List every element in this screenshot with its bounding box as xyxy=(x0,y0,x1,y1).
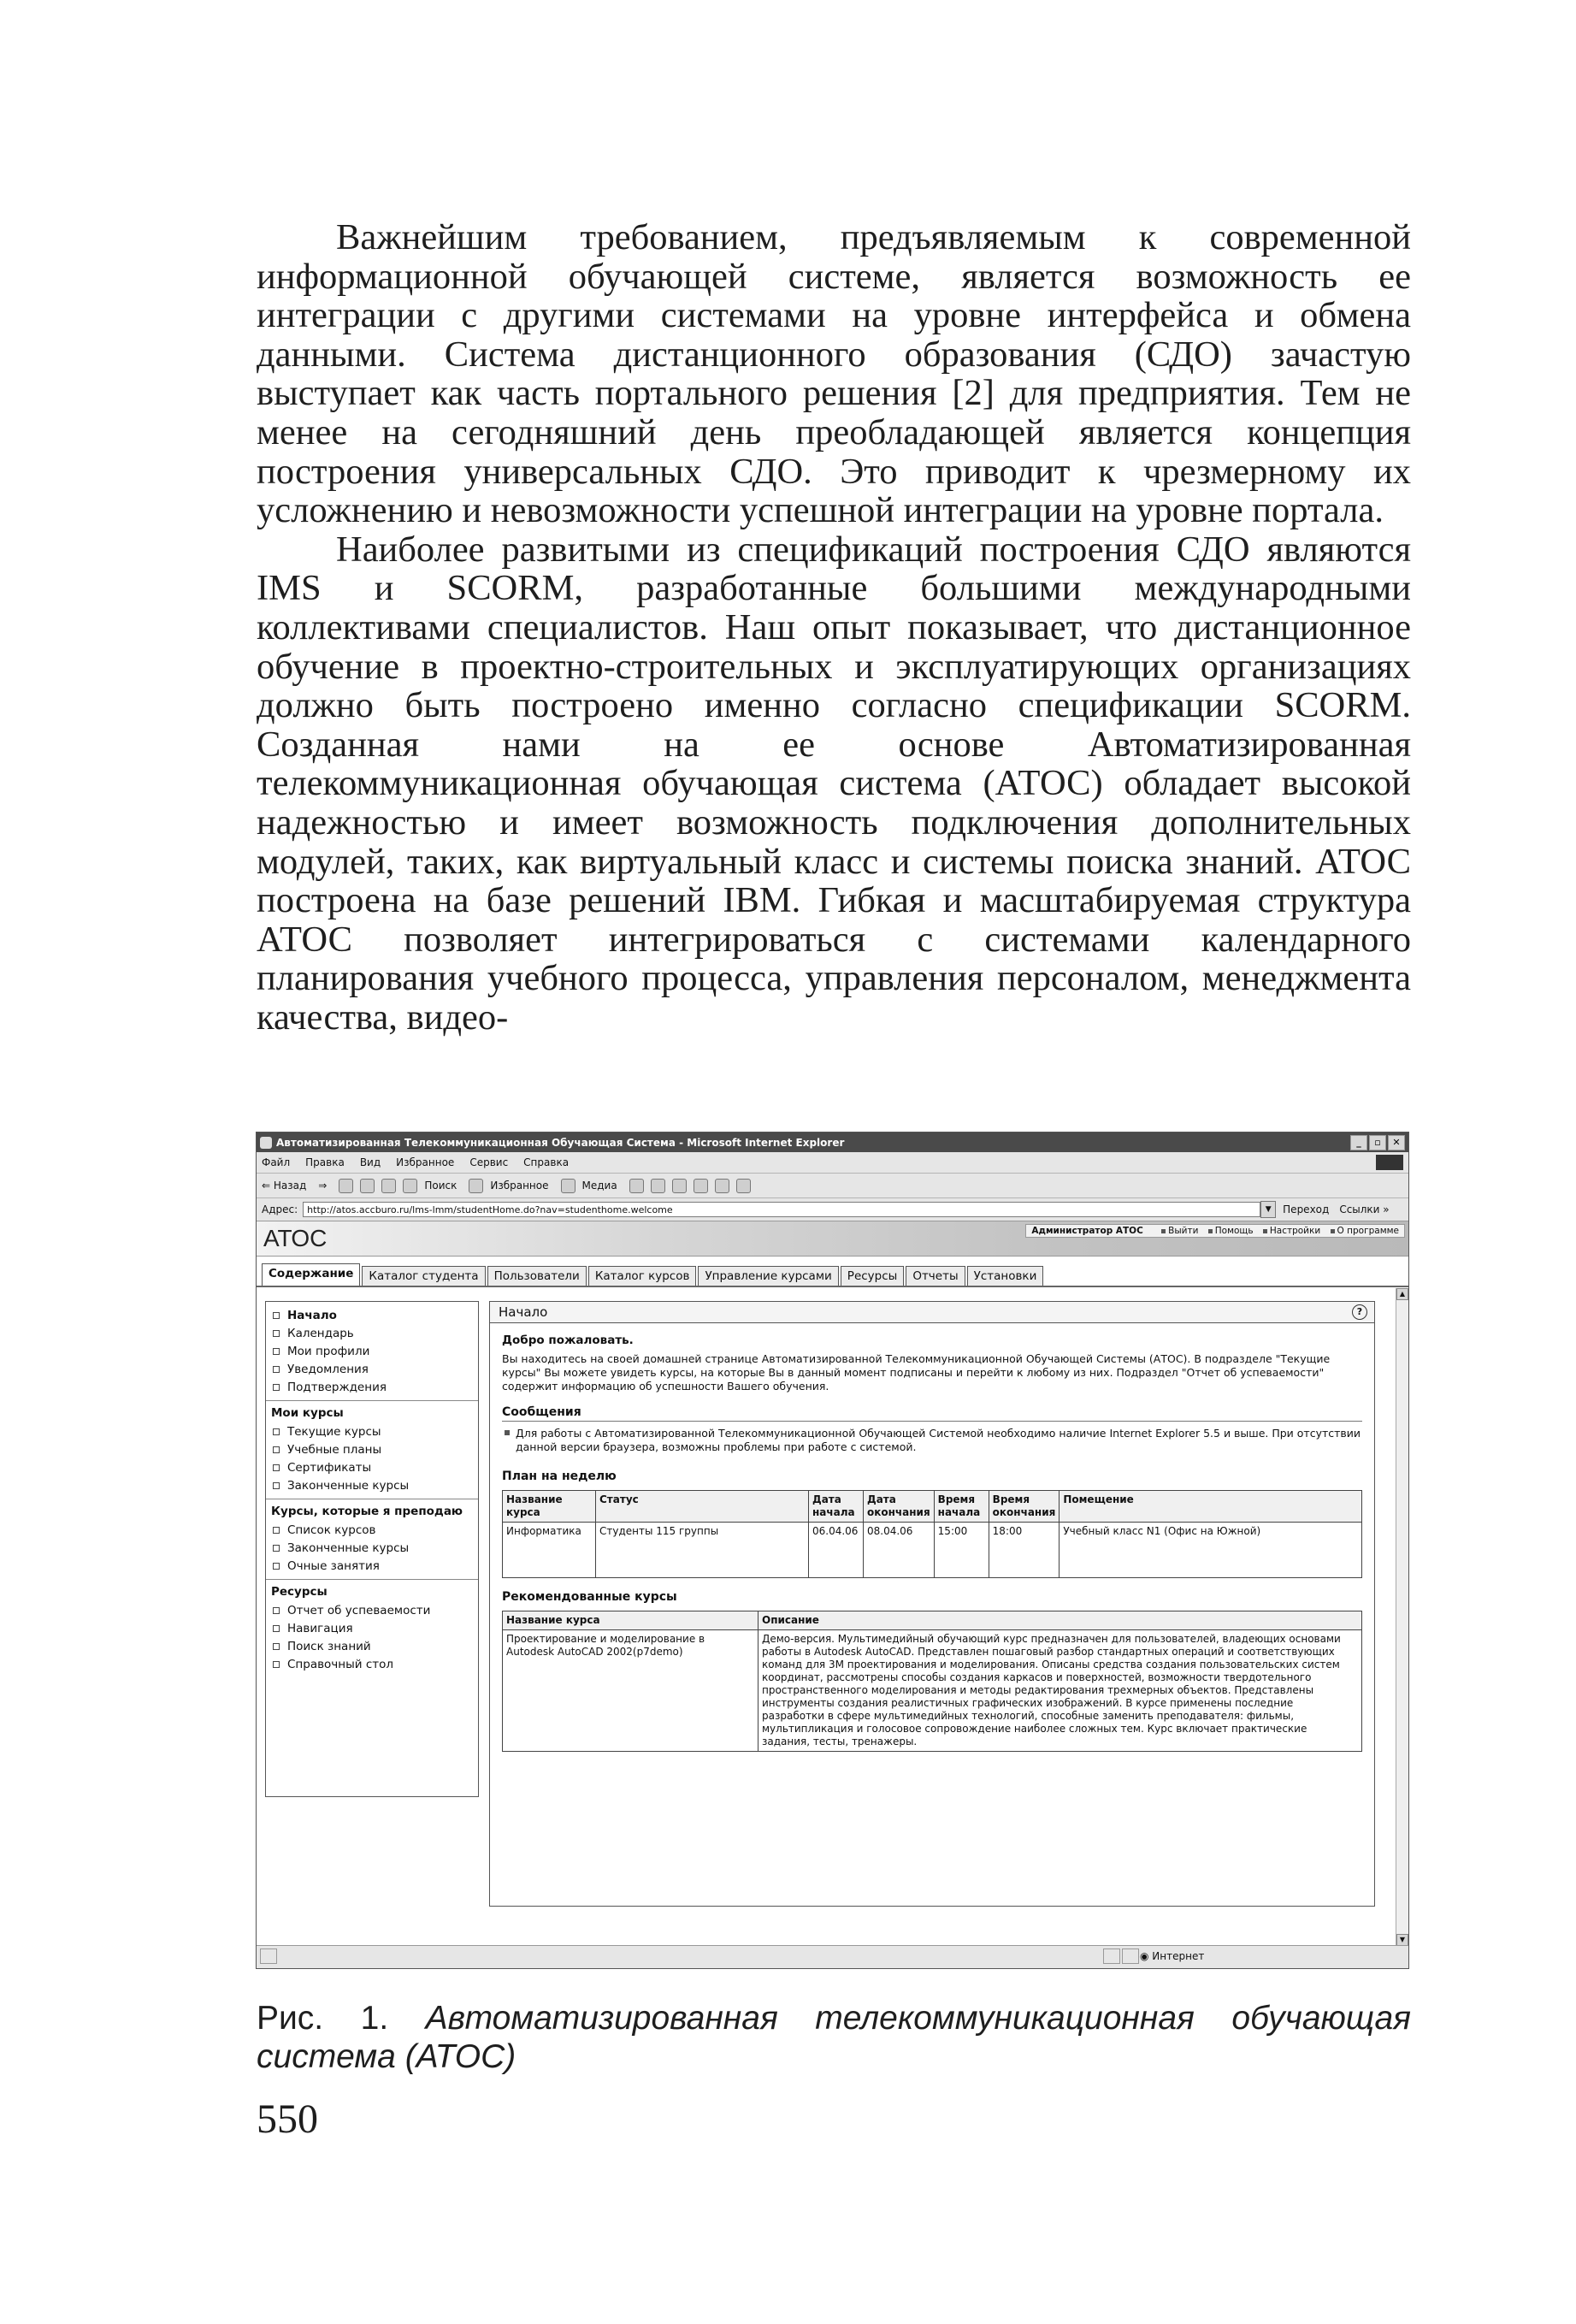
logout-link[interactable]: Выйти xyxy=(1161,1226,1198,1236)
tab-reports[interactable]: Отчеты xyxy=(906,1266,965,1286)
table-cell: 15:00 xyxy=(934,1523,989,1578)
tab-student-catalog[interactable]: Каталог студента xyxy=(362,1266,485,1286)
table-cell[interactable]: Информатика xyxy=(503,1523,596,1578)
address-bar xyxy=(257,1198,1408,1221)
sidebar-item-course-list[interactable]: Список курсов xyxy=(266,1522,478,1540)
screenshot-figure xyxy=(256,1132,1409,1969)
menu-edit[interactable]: Правка xyxy=(305,1156,345,1168)
favorites-icon xyxy=(469,1179,483,1193)
tab-course-management[interactable]: Управление курсами xyxy=(698,1266,838,1286)
sidebar-section-resources: Ресурсы xyxy=(266,1579,478,1602)
message-bullet-icon xyxy=(505,1430,510,1435)
sidebar-item-finished-courses[interactable]: Законченные курсы xyxy=(266,1540,478,1558)
table-header-row xyxy=(503,1491,1362,1523)
table-cell: Учебный класс N1 (Офис на Южной) xyxy=(1060,1523,1362,1578)
messenger-icon[interactable] xyxy=(736,1179,751,1193)
menu-bar xyxy=(257,1152,1408,1174)
sidebar-item-progress-report[interactable]: Отчет об успеваемости xyxy=(266,1602,478,1620)
sidebar-section-my-courses: Мои курсы xyxy=(266,1400,478,1423)
table-row xyxy=(503,1630,1362,1752)
recommended-courses-table xyxy=(502,1611,1362,1752)
address-input[interactable]: http://atos.accburo.ru/lms-lmm/studentHome.do?nav=studenthome.welcome xyxy=(303,1202,1260,1217)
sidebar-item-current-courses[interactable]: Текущие курсы xyxy=(266,1423,478,1441)
column-header: Название курса xyxy=(503,1611,758,1630)
mail-icon[interactable] xyxy=(651,1179,665,1193)
tab-settings[interactable]: Установки xyxy=(967,1266,1044,1286)
table-cell: Студенты 115 группы xyxy=(596,1523,809,1578)
history-icon[interactable] xyxy=(629,1179,644,1193)
edit-icon[interactable] xyxy=(694,1179,708,1193)
tab-users[interactable]: Пользователи xyxy=(487,1266,587,1286)
column-header: Помещение xyxy=(1060,1491,1362,1523)
figure-caption xyxy=(257,1999,1411,2076)
table-header-row xyxy=(503,1611,1362,1630)
menu-help[interactable]: Справка xyxy=(523,1156,570,1168)
recommended-course-description: Демо-версия. Мультимедийный обучающий курс предназначен для пользователей, владеющих основами работы в Autodesk AutoCAD. Представлен пошаговый разбор стандартных операций и соответствующих команд для 3М проектирования и моделирования. Описаны средства создания пользовательских систем координат, рассмотрены способы создания каркасов и поверхностей, возможности твердотельного пространственного моделирования и методы редактирования трехмерных объектов. Представлены инструменты создания реалистичных графических изображений. В курсе применены последние разработки в сфере мультимедийных технологий, способные заменить преподавателя: фильмы, мультипликация и голосовое сопровождение наиболее сложных тем. Курс включает практические задания, тесты, тренажеры. xyxy=(758,1630,1362,1752)
column-header: Дата начала xyxy=(809,1491,864,1523)
scroll-up-icon[interactable]: ▲ xyxy=(1396,1288,1408,1300)
help-link[interactable]: Помощь xyxy=(1208,1226,1254,1236)
sidebar-item-profiles[interactable]: Мои профили xyxy=(266,1343,478,1361)
sidebar-item-calendar[interactable]: Календарь xyxy=(266,1325,478,1343)
menu-view[interactable]: Вид xyxy=(359,1156,381,1168)
maximize-icon[interactable]: ▫ xyxy=(1369,1135,1386,1150)
media-icon xyxy=(561,1179,576,1193)
page-content xyxy=(257,1288,1408,1946)
media-button[interactable]: Медиа xyxy=(561,1179,617,1193)
plan-title: План на неделю xyxy=(502,1470,617,1483)
menu-favorites[interactable]: Избранное xyxy=(396,1156,455,1168)
status-cell xyxy=(1103,1948,1120,1964)
search-icon xyxy=(403,1179,417,1193)
tab-content[interactable]: Содержание xyxy=(262,1263,360,1286)
refresh-icon[interactable] xyxy=(360,1179,375,1193)
main-title xyxy=(490,1302,1374,1323)
page-status-icon xyxy=(260,1948,277,1964)
sidebar-item-confirmations[interactable]: Подтверждения xyxy=(266,1379,478,1397)
table-cell: 08.04.06 xyxy=(864,1523,935,1578)
sidebar-item-classroom[interactable]: Очные занятия xyxy=(266,1558,478,1576)
sidebar-item-home[interactable]: Начало xyxy=(266,1307,478,1325)
app-header xyxy=(257,1221,1408,1257)
sidebar-section-teaching: Курсы, которые я преподаю xyxy=(266,1499,478,1522)
discuss-icon[interactable] xyxy=(715,1179,729,1193)
status-cell xyxy=(1122,1948,1139,1964)
table-cell: 06.04.06 xyxy=(809,1523,864,1578)
status-bar xyxy=(257,1945,1408,1968)
main-title-text: Начало xyxy=(499,1304,548,1320)
settings-link[interactable]: Настройки xyxy=(1263,1226,1320,1236)
sidebar-item-certificates[interactable]: Сертификаты xyxy=(266,1459,478,1477)
column-header: Название курса xyxy=(503,1491,596,1523)
about-link[interactable]: О программе xyxy=(1331,1226,1399,1236)
sidebar xyxy=(265,1301,479,1797)
menu-tools[interactable]: Сервис xyxy=(469,1156,509,1168)
column-header: Описание xyxy=(758,1611,1362,1630)
minimize-icon[interactable]: _ xyxy=(1350,1135,1367,1150)
caption-label: Рис. 1. xyxy=(257,2000,389,2037)
welcome-text: Вы находитесь на своей домашней странице Автоматизированной Телекоммуникационной Обучающей Системы (АТОС). В подразделе "Текущие курсы" Вы можете увидеть курсы, на которые Вы в данный момент подписаны и перейти к любому из них. Подраздел "Отчет об успеваемости" содержит информацию об успешности Вашего обучения. xyxy=(502,1352,1331,1393)
sidebar-item-help-desk[interactable]: Справочный стол xyxy=(266,1656,478,1674)
forward-button[interactable]: ⇒ xyxy=(318,1180,328,1192)
column-header: Дата окончания xyxy=(864,1491,935,1523)
vertical-scrollbar[interactable] xyxy=(1396,1288,1408,1946)
browser-toolbar xyxy=(257,1174,1408,1198)
user-name: Администратор АТОС xyxy=(1031,1226,1143,1236)
messages-title: Сообщения xyxy=(502,1405,1362,1422)
back-button[interactable]: ⇐ Назад xyxy=(262,1180,307,1192)
sidebar-item-knowledge-search[interactable]: Поиск знаний xyxy=(266,1638,478,1656)
caption-text: Автоматизированная телекоммуникационная обучающая система (АТОС) xyxy=(257,2000,1411,2075)
print-icon[interactable] xyxy=(672,1179,687,1193)
address-label: Адрес: xyxy=(262,1203,298,1215)
links-button[interactable]: Ссылки » xyxy=(1339,1203,1390,1215)
stop-icon[interactable] xyxy=(339,1179,353,1193)
paragraph-2: Наиболее развитыми из спецификаций построения СДО являются IMS и SCORM, разработанные большими международными коллективами специалистов. Наш опыт показывает, что дистанционное обучение в проектно-строительных и эксплуатирующих организациях должно быть построено именно согласно спецификации SCORM. Созданная нами на ее основе Автоматизированная телекоммуникационная обучающая система (АТОС) обладает высокой надежностью и имеет возможность подключения дополнительных модулей, таких, как виртуальный класс и системы поиска знаний. АТОС построена на базе решений IBM. Гибкая и масштабируемая структура АТОС позволяет интегрироваться с системами календарного планирования учебного процесса, управления персоналом, менеджмента качества, видео- xyxy=(257,529,1411,1038)
sidebar-item-navigation[interactable]: Навигация xyxy=(266,1620,478,1638)
welcome-title: Добро пожаловать. xyxy=(502,1333,634,1347)
recommended-title: Рекомендованные курсы xyxy=(502,1590,677,1604)
favorites-button[interactable]: Избранное xyxy=(469,1179,548,1193)
table-cell: 18:00 xyxy=(989,1523,1060,1578)
close-icon[interactable]: ✕ xyxy=(1388,1135,1405,1150)
tab-course-catalog[interactable]: Каталог курсов xyxy=(588,1266,697,1286)
page-number: 550 xyxy=(257,2096,318,2142)
column-header: Время окончания xyxy=(989,1491,1060,1523)
windows-logo-icon xyxy=(1376,1155,1403,1170)
search-button[interactable]: Поиск xyxy=(403,1179,457,1193)
weekly-plan-table xyxy=(502,1490,1362,1578)
article-text xyxy=(257,218,1411,1037)
help-icon[interactable]: ? xyxy=(1352,1304,1367,1320)
column-header: Время начала xyxy=(934,1491,989,1523)
menu-file[interactable]: Файл xyxy=(262,1156,291,1168)
user-bar xyxy=(1025,1224,1405,1238)
go-button[interactable]: Переход xyxy=(1283,1203,1330,1215)
ie-icon xyxy=(260,1137,272,1149)
home-icon[interactable] xyxy=(381,1179,396,1193)
recommended-course-link[interactable]: Проектирование и моделирование в Autodesk AutoCAD 2002(p7demo) xyxy=(503,1630,758,1752)
sidebar-item-completed-courses[interactable]: Законченные курсы xyxy=(266,1477,478,1495)
scroll-down-icon[interactable]: ▼ xyxy=(1396,1934,1408,1946)
internet-zone: ◉ Интернет xyxy=(1140,1950,1205,1962)
sidebar-item-study-plans[interactable]: Учебные планы xyxy=(266,1441,478,1459)
column-header: Статус xyxy=(596,1491,809,1523)
sidebar-item-notifications[interactable]: Уведомления xyxy=(266,1361,478,1379)
paragraph-1: Важнейшим требованием, предъявляемым к современной информационной обучающей системе, является возможность ее интеграции с другими системами на уровне интерфейса и обмена данными. Система дистанционного образования (СДО) зачастую выступает как часть портального решения [2] для предприятия. Тем не менее на сегодняшний день преобладающей является концепция построения универсальных СДО. Это приводит к чрезмерному их усложнению и невозможности успешной интеграции на уровне портала. xyxy=(257,217,1411,531)
window-titlebar xyxy=(257,1132,1408,1152)
app-tabs xyxy=(257,1257,1408,1287)
tab-resources[interactable]: Ресурсы xyxy=(841,1266,905,1286)
address-dropdown-icon[interactable]: ▼ xyxy=(1260,1201,1276,1218)
table-row xyxy=(503,1523,1362,1578)
globe-icon: ◉ xyxy=(1140,1950,1153,1962)
window-title: Автоматизированная Телекоммуникационная Обучающая Система - Microsoft Internet Explorer xyxy=(276,1136,845,1149)
main-panel xyxy=(489,1301,1375,1907)
message-item: Для работы с Автоматизированной Телекоммуникационной Обучающей Системой необходимо наличие Internet Explorer 5.5 и выше. При отсутствии данной версии браузера, возможны проблемы при работе с системой. xyxy=(502,1427,1362,1454)
app-logo: АТОС xyxy=(263,1225,328,1251)
